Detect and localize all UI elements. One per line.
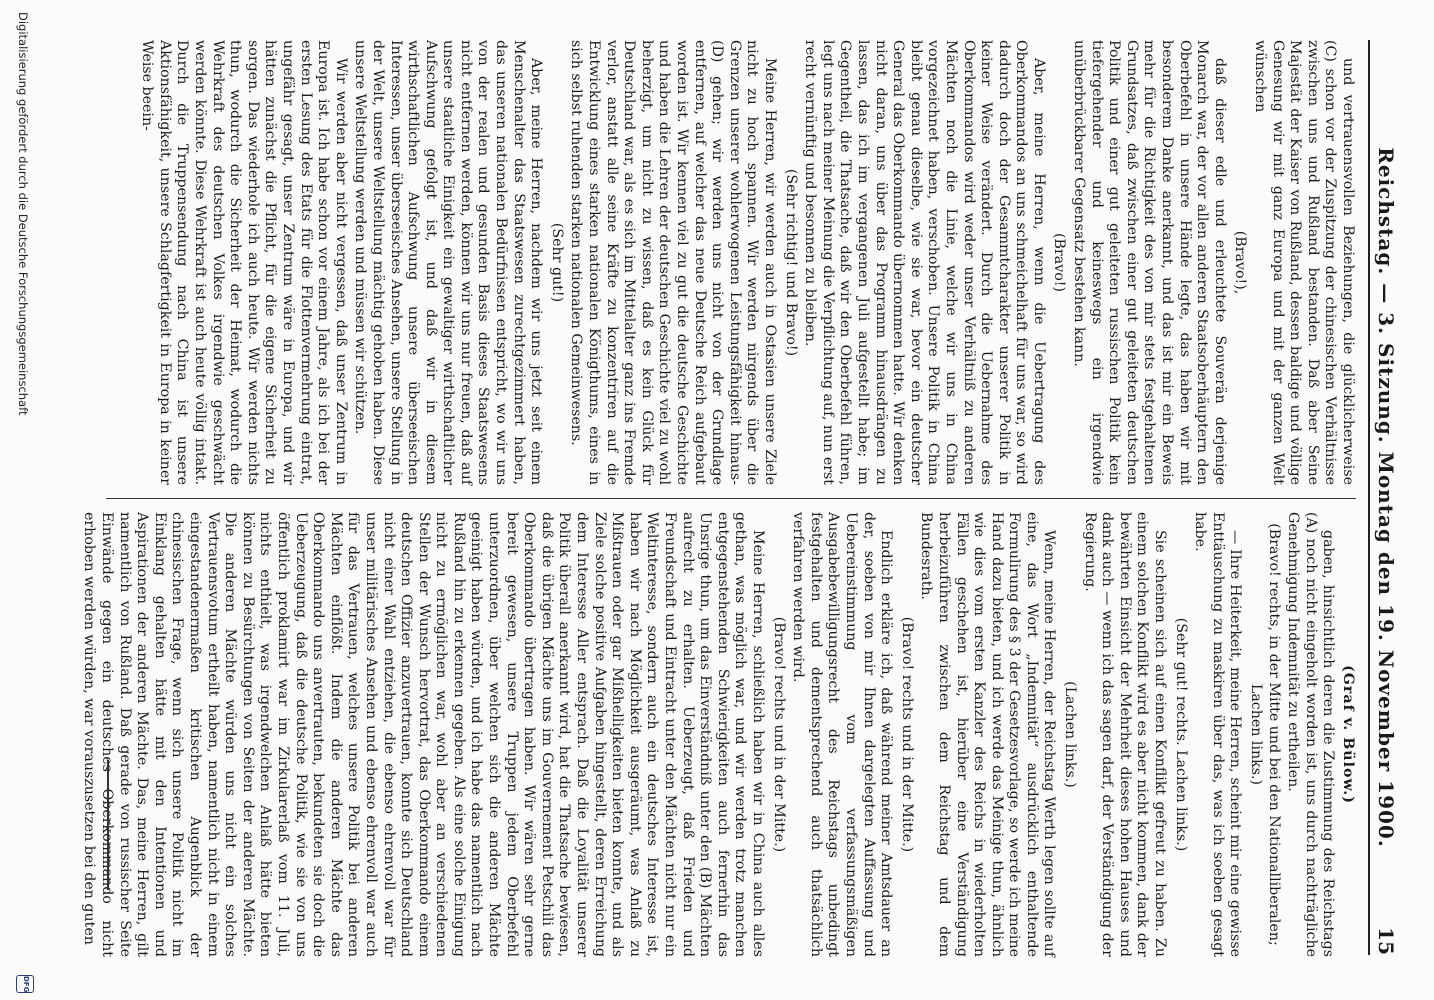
paragraph: und vertrauensvollen Beziehungen, die glücklicherweise (C) schon vor der Zuspitzung der chinesischen Verhältnisse zwischen uns und Rußland bestanden. Daß aber Seine Majestät der Kaiser von Rußland, dessen baldige und völlige Genesung wir mit ganz Europa und mit der ganzen Welt wünschen (1252, 40, 1356, 485)
interjection: (Sehr gut! rechts. Lachen links.) (1172, 617, 1189, 852)
paragraph: Meine Herren, wir werden auch in Ostasien unsere Ziele nicht zu hoch spannen. Wir werden nirgends über die Grenzen unserer wohlerwogenen Leistungsfähigkeit hinaus- (D) gehen; wir werden uns nicht von der Grundlage entfernen, auf welcher das neue Deutsche Reich aufgebaut worden ist. Wir kennen viel zu gut die deutsche Geschichte und haben die Lehren der deutschen Geschichte viel zu wohl beherzigt, um nicht zu wissen, daß es kein Glück für Deutschland war, als es sich im Mittelalter ganz ins Fremde verlor, anstatt alle seine Kräfte zu konzentriren auf die Entwicklung eines starken nationalen Königthums, eines in sich selbst ruhenden starken nationalen Gemeinwesens. (568, 40, 778, 485)
paragraph: Wir werden aber nicht vergessen, daß unser Zentrum in Europa ist. Ich habe schon vor einem Jahre, als ich bei der ersten Lesung des Etats für die Flottenvermehrung eintrat, ungefähr gesagt, unser Zentrum wäre in Europa, und wir hätten zunächst die Pflicht, für die eigene Sicherheit zu sorgen. Das wiederhole ich auch heute. Wir werden nichts thun, wodurch die Sicherheit der Heimat, wodurch die Wehrkraft des deutschen Volkes irgendwie geschwächt werden könnte. Diese Wehrkraft ist auch heute völlig intakt. Durch die Truppensendung nach China ist unsere Aktionsfähigkeit, unsere Schlagfertigkeit in Europa in keiner Weise beein- (139, 40, 349, 485)
interjection: (Bravo! rechts und in der Mitte.) (770, 616, 787, 853)
header-title: Reichstag. — 3. Sitzung. Montag den 19. November 1900. (1374, 147, 1398, 848)
paragraph: daß dieser edle und erleuchtete Souverän derjenige Monarch war, der vor allen anderen Staatsoberhäuptern den Oberbefehl in unsere Hände legte, das haben wir mit besonderem Danke anerkannt, und das ist mir ein Beweis mehr für die Richtigkeit des von mir stets festgehaltenen Grundsatzes, daß zwischen einer gut geleiteten deutschen Politik und einer gut geleiteten russischen Politik kein tiefergehender und keineswegs ein irgendwie unüberbrückbarer Gegensatz bestehen kann. (1071, 40, 1228, 485)
paragraph: Aber, meine Herren, nachdem wir uns jetzt seit einem Menschenalter das Staatswesen zurechtgezimmert haben, das unseren nationalen Bedürfnissen entspricht, wo wir uns von der realen und gesunden Basis dieses Staatswesens nicht entfernen werden, können wir uns nur freuen, daß auf unsere staatliche Einigkeit ein gewaltiger wirthschaftlicher Aufschwung gefolgt ist, und daß wir in diesem wirthschaftlichen Aufschwung unsere überseeischen Interessen, unser überseeisches Ansehen, unsere Stellung in der Welt, unsere Weltstellung mächtig gehoben haben. Diese unsere Weltstellung werden und müssen wir schützen. (352, 40, 545, 485)
paragraph: — Ihre Heiterkeit, meine Herren, scheint mir eine gewisse Enttäuschung zu maskiren über das, was ich soeben gesagt habe. (1192, 512, 1244, 957)
column-divider (106, 498, 1356, 499)
left-column (106, 40, 1356, 485)
interjection: (Bravo!) (1051, 233, 1068, 292)
running-head (1368, 40, 1404, 955)
paragraph: Meine Herren, schließlich haben wir in China auch alles gethan, was möglich war, und wir werden trotz manchen entgegenstehenden Schwierigkeiten auch fernerhin das Unsrige thun, um das Einverständniß unter den (B) Mächten aufrecht zu erhalten. Ueberzeugt, daß Frieden und Freundschaft und Eintracht unter den Mächten nicht nur ein Weltinteresse, sondern auch ein deutsches Interesse ist, haben wir nach Möglichkeit ausgeräumt, was Anlaß zu Mißtrauen oder gar Mißhelligkeiten bieten konnte, und als Ziele solche positive Aufgaben hingestellt, deren Erreichung dem Interesse Aller entsprach. Daß die Loyalität unserer Politik überall anerkannt wird, hat die Thatsache bewiesen, daß die übrigen Mächte uns im Gouvernement Petschili das Oberkommando übertragen haben. Wir wären sehr gerne bereit gewesen, unsere Truppen jedem Oberbefehl unterzuordnen, über welchen sich die anderen Mächte geeinigt haben würden, und ich habe das namentlich nach Rußland hin zu erkennen gegeben. Als eine solche Einigung nicht zu ermöglichen war, wohl aber an verschiedenen Stellen der Wunsch hervortrat, das Oberkommando einem deutschen Offizier anzuvertrauen, konnte sich Deutschland nicht einer Wahl entziehen, die ebenso ehrenvoll war für unser militärisches Ansehen und ebenso ehrenvoll war auch für das Vertrauen, welches unsere Politik bei anderen Mächten einflößt. Indem die anderen Mächte das Oberkommando uns anvertrauten, bekundeten sie doch die Ueberzeugung, daß die deutsche Politik, wie sie von uns öffentlich proklamirt war im Zirkularerlaß vom 11. Juli, nichts enthielt, was irgendwelchen Anlaß hätte bieten können zu Besürchtungen von Seiten der anderen Mächte. Die anderen Mächte würden uns nicht ein solches Vertrauensvotum ertheilt haben, namentlich nicht in einem eingestandenermaßen kritischen Augenblick der chinesischen Frage, wenn sich unsere Politik nicht im Einklang gehalten hätte mit den Intentionen und Aspirationen der anderen Mächte. Das, meine Herren, gilt namentlich von Rußland. Daß gerade von russischer Seite Einwände gegen ein deutsches Oberkommando nicht erhoben werden würden, war vorauszusetzen bei den guten (81, 512, 766, 957)
interjection: (Bravo! rechts und in der Mitte.) (898, 616, 915, 853)
interjection: (Lachen links.) (1062, 681, 1079, 788)
paragraph: Sie scheinen sich auf einen Konflikt gefreut zu haben. Zu einem solchen Konflikt wird es aber nicht kommen, dank der bewährten Einsicht der Mehrheit dieses hohen Hauses und dank auch — wenn ich das sagen darf, der Verständigung der Regierung. (1081, 512, 1169, 957)
paragraph: Aber, meine Herren, wenn die Uebertragung des Oberkommandos an uns schmeichelhaft für uns war, so wird dadurch doch der Gesammtcharakter unserer Politik in keiner Weise verändert. Durch die Uebernahme des Oberkommandos wird weder unser Verhältniß zu anderen Mächten noch die Linie, welche wir uns in China vorgezeichnet haben, verschoben. Unsere Politik in China bleibt genau dieselbe, wie sie war, bevor ein deutscher General das Oberkommando übernommen hatte. Wir denken nicht daran, uns über das Programm hinausdrängen zu lassen, das ich im vergangenen Juli aufgestellt habe; im Gegentheil, die Thatsache, daß wir den Oberbefehl führen, legt uns nach meiner Meinung die Verpflichtung auf, nun erst recht vernünftig und besonnen zu bleiben. (802, 40, 1047, 485)
digitization-footer (6, 0, 42, 1000)
interjection: (Sehr richtig! und Bravo!) (782, 168, 799, 357)
paragraph: Wenn, meine Herren, der Reichstag Werth legen sollte auf eine, das Wort „Indemnität“ ausdrücklich enthaltende Formulirung des § 3 der Gesetzesvorlage, so werde ich meine Hand dazu bieten, und ich werde das Meinige thun, ähnlich wie dies vom ersten Kanzler des Reichs in wiederholten Fällen geschehen ist, hierüber eine Verständigung herbeizuführen zwischen dem Reichstag und dem Bundesrath. (918, 512, 1058, 957)
right-column (81, 512, 1356, 957)
interjection: (Bravo! rechts, in der Mitte und bei den Nationalliberalen; Lachen links.) (1248, 523, 1282, 946)
paragraph: Endlich erkläre ich, daß während meiner Amtsdauer an der, soeben von mir Ihnen dargelegten Auffassung und Uebereinstimmung vom verfassungsmäßigen Ausgabebewilligungsrecht des Reichstags unbedingt festgehalten und dementsprechend auch thatsächlich verfahren werden wird. (790, 512, 895, 957)
digitization-note: Digitalisierung gefördert durch die Deutsche Forschungsgemeinschaft (16, 12, 30, 416)
dfg-logo-icon: DFG (16, 975, 34, 993)
interjection: (Bravo!), (1232, 230, 1249, 295)
section-end-rule (107, 760, 109, 890)
paragraph: gaben, hinsichtlich deren die Zustimmung des Reichstags (A) noch nicht eingeholt worden ist, uns durch nachträgliche Genehmigung Indemnität zu ertheilen. (1285, 512, 1337, 957)
interjection: (Sehr gut!) (548, 222, 565, 303)
page-number: 15 (1374, 927, 1398, 955)
speaker-name: (Graf v. Bülow.) (1340, 665, 1356, 804)
